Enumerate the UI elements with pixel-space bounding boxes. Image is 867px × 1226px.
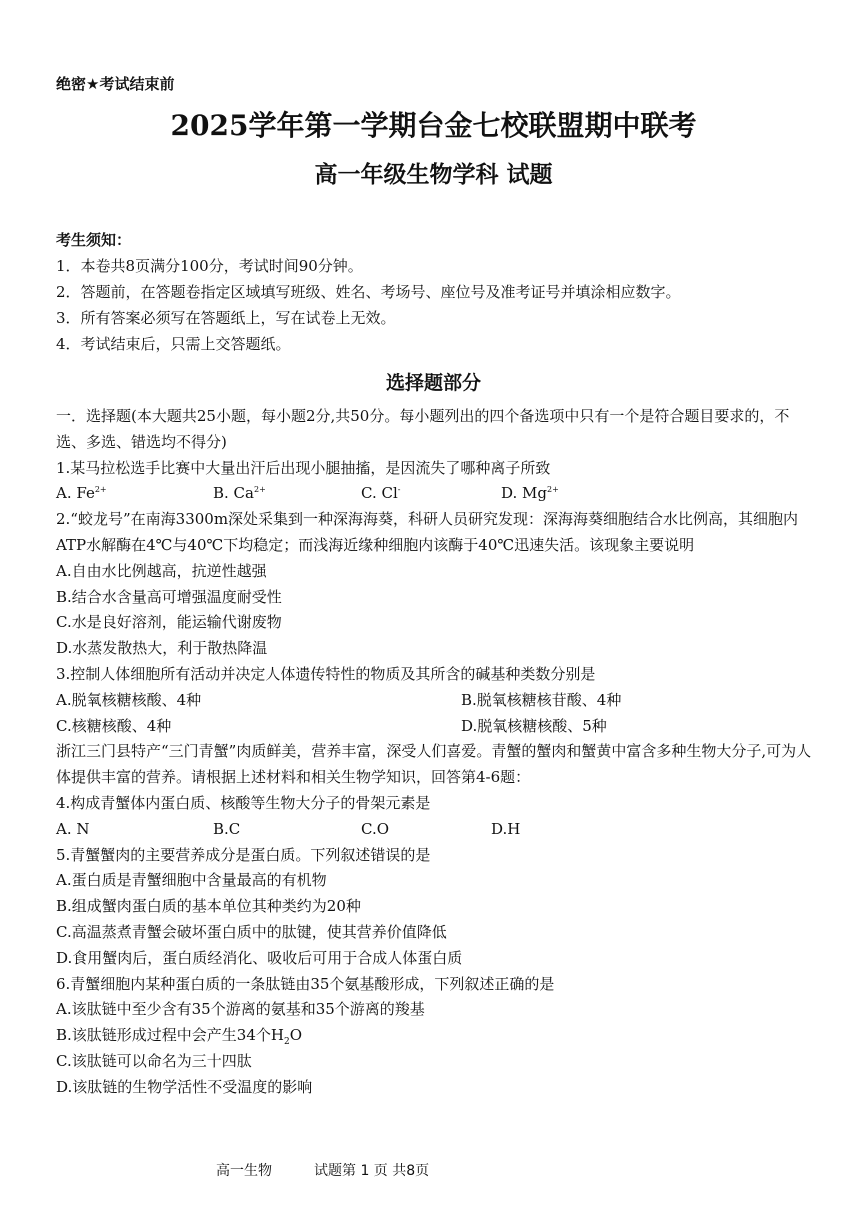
question-3-stem: 3.控制人体细胞所有活动并决定人体遗传特性的物质及其所含的碱基种类数分别是: [56, 664, 596, 683]
option-c: C. Cl-: [361, 484, 401, 503]
exam-subtitle: 高一年级生物学科 试题: [314, 162, 553, 188]
option-a: A. $Fe^{2+}$: [56, 484, 107, 503]
footer-subject: 高一生物: [216, 1163, 272, 1179]
question-2-stem: 2.“蛟龙号”在南海3300m深处采集到一种深海海葵，科研人员研究发现：深海海葵细胞结合水比例高，其细胞内ATP水解酶在4℃与40℃下均稳定；而浅海近缘种细胞内该酶于40℃迅速失活。该现象主要说明: [56, 510, 799, 554]
notice-heading: 考生须知：: [56, 231, 132, 249]
confidential-mark: 绝密★考试结束前: [56, 75, 175, 93]
question-4-stem: 4.构成青蟹体内蛋白质、核酸等生物大分子的骨架元素是: [56, 793, 431, 812]
option-b: B.脱氧核糖核苷酸、4种: [461, 690, 622, 709]
option-d: D.该肽链的生物学活性不受温度的影响: [56, 1077, 313, 1096]
option-b: B.结合水含量高可增强温度耐受性: [56, 587, 282, 606]
option-d: D.H: [491, 819, 521, 838]
question-3-options-row1: [56, 688, 816, 714]
option-b: B.组成蟹肉蛋白质的基本单位其种类约为20种: [56, 897, 361, 916]
question-3-options-row2: [56, 714, 816, 740]
notice-item: 2．答题前，在答题卷指定区域填写班级、姓名、考场号、座位号及准考证号并填涂相应数字。: [56, 283, 681, 301]
section-title: 选择题部分: [385, 372, 481, 394]
question-1-stem: 1.某马拉松选手比赛中大量出汗后出现小腿抽搐，是因流失了哪种离子所致: [56, 458, 551, 477]
section-instruction: 一．选择题(本大题共25小题，每小题2分,共50分。每小题列出的四个备选项中只有一个是符合题目要求的，不选、多选、错选均不得分): [56, 407, 790, 451]
option-b: B. $Ca^{2+}$: [213, 484, 266, 503]
question-1-options: [56, 481, 816, 507]
candidate-notice: [56, 227, 681, 357]
notice-item: 1．本卷共8页满分100分，考试时间90分钟。: [56, 257, 363, 275]
question-content: [56, 404, 816, 1101]
option-d: D.食用蟹肉后，蛋白质经消化、吸收后可用于合成人体蛋白质: [56, 948, 463, 967]
option-b: B.C: [213, 819, 241, 838]
option-c: C.O: [361, 819, 390, 838]
question-6-stem: 6.青蟹细胞内某种蛋白质的一条肽链由35个氨基酸形成，下列叙述正确的是: [56, 974, 555, 993]
option-a: A. N: [56, 819, 90, 838]
notice-item: 4．考试结束后，只需上交答题纸。: [56, 335, 291, 353]
option-c: C.核糖核酸、4种: [56, 716, 172, 735]
option-b: B.该肽链形成过程中会产生34个$H_2O$: [56, 1026, 303, 1048]
exam-title: 2025学年第一学期台金七校联盟期中联考: [170, 109, 697, 142]
question-4-options: [56, 817, 816, 843]
option-c: C.高温蒸煮青蟹会破坏蛋白质中的肽键，使其营养价值降低: [56, 922, 447, 941]
option-a: A.脱氧核糖核酸、4种: [56, 690, 202, 709]
option-d: D.脱氧核糖核酸、5种: [461, 716, 607, 735]
reading-material: 浙江三门县特产“三门青蟹”肉质鲜美，营养丰富，深受人们喜爱。青蟹的蟹肉和蟹黄中富含多种生物大分子,可为人体提供丰富的营养。请根据上述材料和相关生物学知识，回答第4-6题：: [56, 742, 812, 787]
footer-page-number: 试题第 1 页 共8页: [314, 1163, 430, 1179]
notice-item: 3．所有答案必须写在答题纸上，写在试卷上无效。: [56, 309, 396, 327]
question-5-stem: 5.青蟹蟹肉的主要营养成分是蛋白质。下列叙述错误的是: [56, 845, 431, 864]
option-a: A.自由水比例越高，抗逆性越强: [56, 561, 267, 580]
option-d: D. $Mg^{2+}$: [501, 484, 559, 503]
option-a: A.该肽链中至少含有35个游离的氨基和35个游离的羧基: [56, 1000, 425, 1019]
option-d: D.水蒸发散热大，利于散热降温: [56, 639, 268, 658]
option-c: C.该肽链可以命名为三十四肽: [56, 1051, 252, 1070]
option-c: C.水是良好溶剂，能运输代谢废物: [56, 613, 282, 632]
option-a: A.蛋白质是青蟹细胞中含量最高的有机物: [56, 871, 327, 890]
